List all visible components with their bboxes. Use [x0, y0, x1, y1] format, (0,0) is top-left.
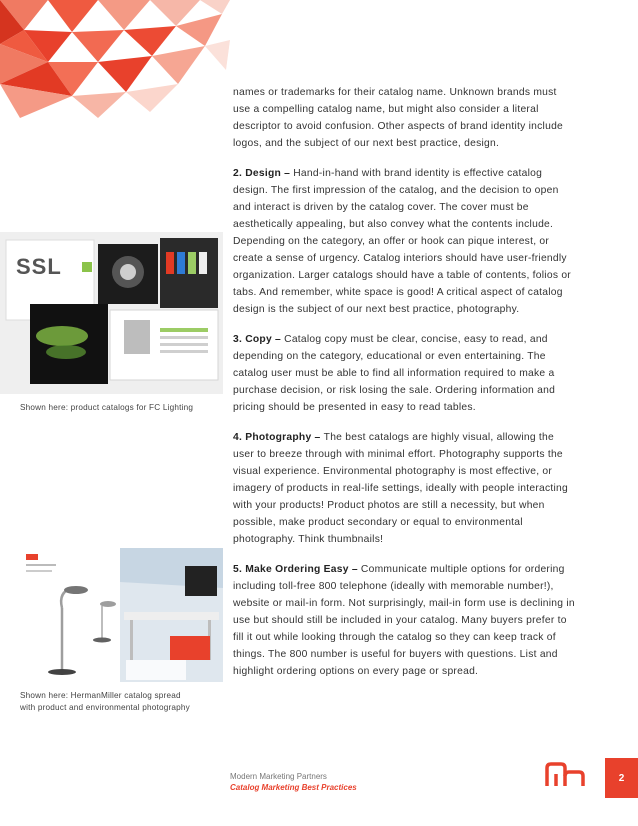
paragraph-heading: 2. Design –: [233, 168, 294, 179]
footer-doc-title: Catalog Marketing Best Practices: [230, 783, 357, 792]
paragraph-ordering: [233, 561, 575, 680]
caption-hermanmiller-line2: with product and environmental photography: [20, 703, 190, 712]
paragraph-design: [233, 165, 575, 318]
paragraph-copy: [233, 331, 575, 416]
paragraph-photography: [233, 429, 575, 548]
paragraph-heading: 4. Photography –: [233, 432, 324, 443]
caption-fc-lighting: Shown here: product catalogs for FC Lighting: [20, 403, 194, 412]
paragraph-text: The best catalogs are highly visual, allowing the user to breeze through with minimal effort. Photography supports the visual experience. Environmental photography is most effective, or imagery of products in real-life settings, ideally with people interacting with your products! Product photos are still a necessity, but when possible, make product secondary or equal to environmental photography. Think thumbnails!: [233, 432, 569, 545]
paragraph-text: names or trademarks for their catalog name. Unknown brands must use a compelling catalog name, but might also consider a literal descriptor to avoid confusion. Other aspects of brand identity include logos, and the subject of our next best practice, design.: [233, 87, 564, 149]
footer-firm-name: Modern Marketing Partners: [230, 772, 327, 781]
page-number-badge: [605, 758, 638, 798]
paragraph-brand-identity: [233, 84, 575, 152]
footer: [230, 771, 357, 793]
caption-hermanmiller: [20, 690, 190, 714]
paragraph-text: Hand-in-hand with brand identity is effective catalog design. The first impression of the catalog, and the decision to open and interact is driven by the catalog cover. The cover must be aesthetically appealing, but also convey what the contents include. Depending on the category, an offer or hook can pique interest, or create a sense of urgency. Catalog interiors should have user-friendly organization. Larger catalogs should have a table of contents, folios or tabs. And remember, white space is good! A critical aspect of catalog design is the subject of our next best practice, photography.: [233, 168, 571, 315]
paragraph-text: Communicate multiple options for ordering including toll-free 800 telephone (ideally with memorable number!), website or mail-in form. Not surprisingly, mail-in form use is declining in use but should still be included in your catalog. Many buyers prefer to fill it out while looking through the catalog so they can keep track of things. The 800 number is useful for buyers with questions. List and highlight ordering options on every page or spread.: [233, 564, 575, 677]
ssl-logo-text: SSL: [16, 254, 62, 279]
page-number: 2: [618, 772, 625, 784]
caption-hermanmiller-line1: Shown here: HermanMiller catalog spread: [20, 691, 181, 700]
paragraph-text: Catalog copy must be clear, concise, easy to read, and depending on the category, educational or even entertaining. The catalog user must be able to find all information required to make a purchase decision, or risk losing the sale. Ordering information and pricing should be presented in easy to read tables.: [233, 334, 556, 413]
fc-lighting-catalogs-image: [0, 232, 223, 394]
mmp-logo-icon: [545, 762, 589, 788]
spread-graphic: [20, 548, 223, 682]
hermanmiller-spread-image: [20, 548, 223, 682]
paragraph-heading: 3. Copy –: [233, 334, 285, 345]
paragraph-heading: 5. Make Ordering Easy –: [233, 564, 361, 575]
decorative-triangles: [0, 0, 230, 120]
body-text-column: [233, 84, 575, 693]
